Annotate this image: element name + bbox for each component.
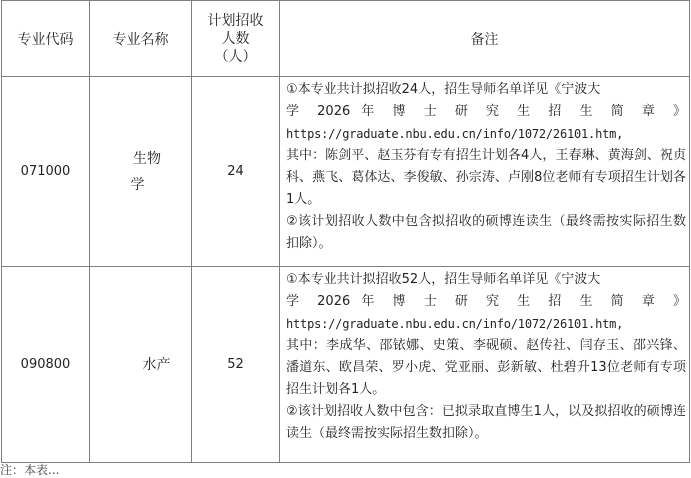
remark-item-2: ②该计划招收人数中包含拟招收的硕博连读生（最终需按实际招生数扣除）。 xyxy=(286,214,686,251)
major-name-line2: 学 xyxy=(130,176,145,193)
table-row xyxy=(2,77,690,267)
header-planned-count-line2: 人数 xyxy=(221,30,250,47)
header-row xyxy=(2,1,690,77)
major-code: 071000 xyxy=(2,77,90,267)
header-remark: 备注 xyxy=(280,1,690,77)
remark-item-1-line2: 学 2026 年 博 士 研 究 生 招 生 简 章 》 xyxy=(286,294,686,309)
header-planned-count-line1: 计划招收 xyxy=(207,12,264,29)
table-row xyxy=(2,267,690,463)
remark-cell xyxy=(280,267,690,463)
remark-item-1-line1: ①本专业共计拟招收24人，招生导师名单详见《宁波大 xyxy=(286,82,601,97)
major-name xyxy=(90,77,192,267)
footnote: 注：本表... xyxy=(0,463,60,477)
header-major-name: 专业名称 xyxy=(90,1,192,77)
major-code: 090800 xyxy=(2,267,90,463)
planned-count: 24 xyxy=(192,77,280,267)
header-planned-count-line3: （人） xyxy=(214,48,257,65)
remark-item-1-line2: 学 2026 年 博 士 研 究 生 招 生 简 章 》 xyxy=(286,104,686,119)
major-name-line1: 水产 xyxy=(142,356,171,373)
brochure-url: https://graduate.nbu.edu.cn/info/1072/26101.htm, xyxy=(286,127,624,141)
header-planned-count xyxy=(192,1,280,77)
planned-count: 52 xyxy=(192,267,280,463)
remark-item-1-line1: ①本专业共计拟招收52人，招生导师名单详见《宁波大 xyxy=(286,272,601,287)
remark-cell xyxy=(280,77,690,267)
header-major-code: 专业代码 xyxy=(2,1,90,77)
brochure-url: https://graduate.nbu.edu.cn/info/1072/26101.htm, xyxy=(286,317,624,331)
major-name xyxy=(90,267,192,463)
admission-plan-table xyxy=(1,0,690,463)
remark-item-2: ②该计划招收人数中包含：已拟录取直博生1人，以及拟招收的硕博连读生（最终需按实际招生数扣除）。 xyxy=(286,404,686,441)
major-name-line1: 生物 xyxy=(133,150,161,167)
remark-item-1-rest: 其中：李成华、邵铱娜、史策、李砚硕、赵传社、闫存玉、邵兴锋、潘道东、欧昌荣、罗小虎、党亚丽、彭新敏、杜碧升13位老师有专项招生计划各1人。 xyxy=(286,338,686,397)
remark-item-1-rest: 其中：陈剑平、赵玉芬有专有招生计划各4人，王春琳、黄海剑、祝贞科、燕飞、葛体达、李俊敏、孙宗涛、卢刚8位老师有专项招生计划各1人。 xyxy=(286,148,686,207)
